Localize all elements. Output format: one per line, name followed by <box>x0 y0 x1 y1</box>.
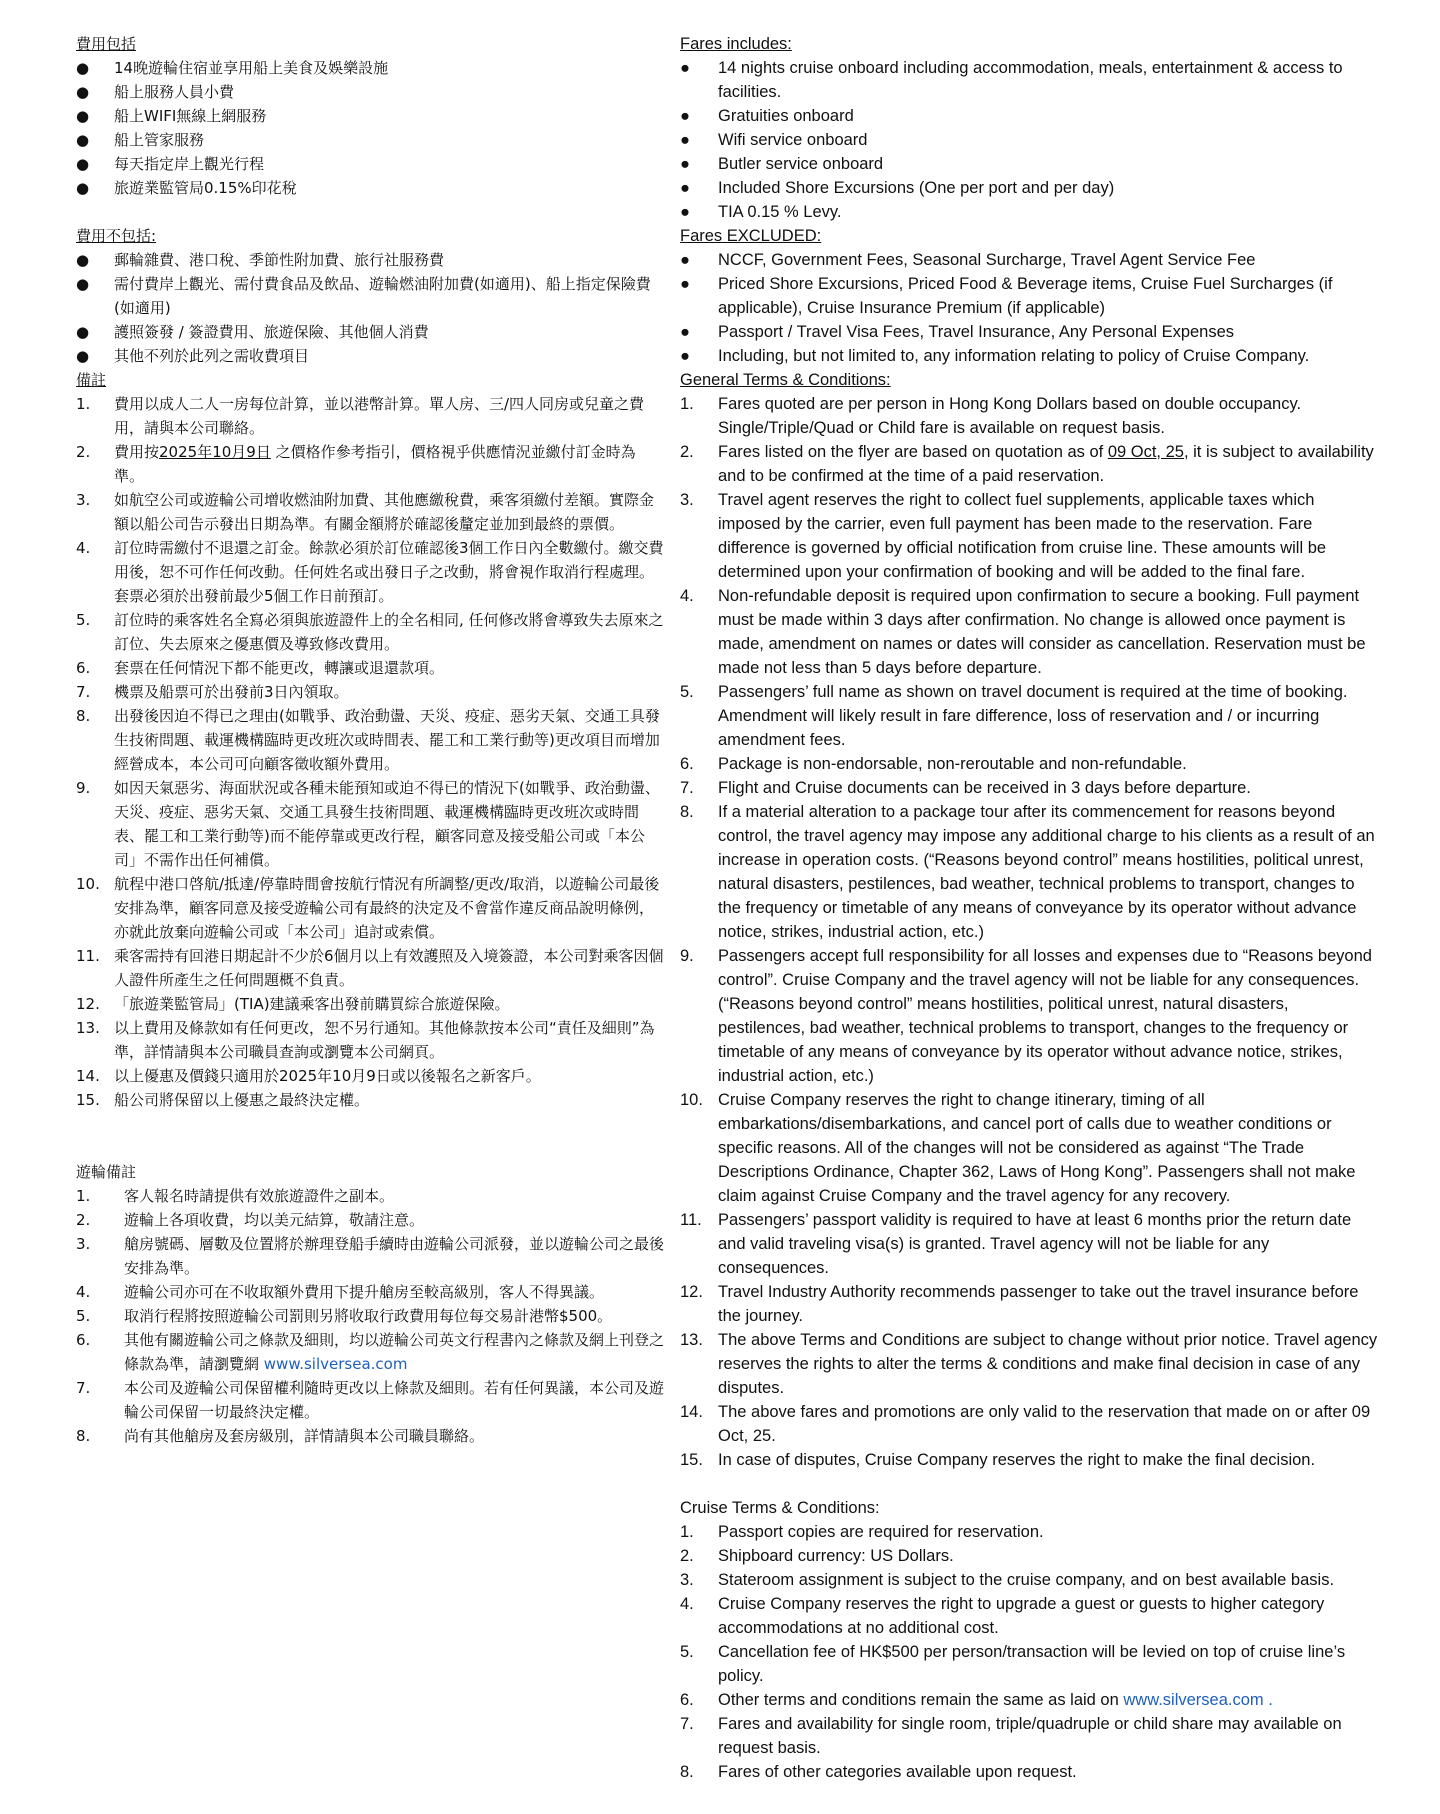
zh-note-item <box>76 1088 664 1112</box>
zh-exclude-text: 郵輪雜費、港口稅、季節性附加費、旅行社服務費 <box>114 251 445 269</box>
bullet-icon: ● <box>680 155 690 173</box>
en-include-text: Included Shore Excursions (One per port and per day) <box>718 179 1115 197</box>
zh-note-text: 船公司將保留以上優惠之最終決定權。 <box>114 1091 370 1109</box>
en-term-item <box>680 1448 1380 1472</box>
silversea-link[interactable]: www.silversea.com <box>263 1355 408 1373</box>
zh-cruise-text: 客人報名時請提供有效旅遊證件之副本。 <box>124 1187 395 1205</box>
zh-note-item <box>76 944 664 992</box>
zh-cruise-item <box>76 1304 664 1328</box>
zh-note-text: 如因天氣惡劣、海面狀況或各種未能預知或迫不得已的情況下(如戰爭、政治動盪、天災、疫症、惡劣天氣、交通工具發生技術問題、載運機構臨時更改班次或時間表、罷工和工業行動等)而不能停靠或更改行程，顧客同意及接受船公司或「本公司」不需作出任何補償。 <box>114 779 660 869</box>
en-term-number: 6. <box>680 755 694 773</box>
bullet-icon: ● <box>680 107 690 125</box>
zh-note-item <box>76 536 664 608</box>
zh-notes-heading: 備註 <box>76 371 107 389</box>
bullet-icon: ● <box>76 59 90 77</box>
zh-cruise-item <box>76 1232 664 1280</box>
en-term-text: If a material alteration to a package tour after its commencement for reasons beyond control, the travel agency may impose any additional charge to his clients as a result of an increase in operation costs. (“Reasons beyond control” means hostilities, political unrest, natural disasters, pestilences, bad weather, technical problems to transport, changes to the frequency or timetable of any means of conveyance by its operator without advance notice, strikes, industrial action, etc.) <box>718 803 1375 941</box>
en-cruise-item <box>680 1640 1380 1688</box>
zh-cruise-text-part: 其他有關遊輪公司之條款及細則，均以遊輪公司英文行程書內之條款及網上刊登之條款為準，請瀏覽網 <box>124 1331 665 1373</box>
en-term-text-part: Fares listed on the flyer are based on quotation as of <box>718 443 1108 461</box>
zh-note-number: 15. <box>76 1091 100 1109</box>
en-term-item <box>680 392 1380 440</box>
en-cruise-text-part: Other terms and conditions remain the same as laid on <box>718 1691 1124 1709</box>
bullet-icon: ● <box>680 347 690 365</box>
en-exclude-item <box>680 320 1380 344</box>
zh-note-text: 以上優惠及價錢只適用於2025年10月9日或以後報名之新客戶。 <box>114 1067 541 1085</box>
en-exclude-item <box>680 248 1380 272</box>
en-cruise-item <box>680 1688 1380 1712</box>
zh-includes-heading: 費用包括 <box>76 35 137 53</box>
zh-cruise-number: 6. <box>76 1331 91 1349</box>
en-terms-heading: General Terms & Conditions: <box>680 371 891 389</box>
zh-note-text: 訂位時需繳付不退還之訂金。餘款必須於訂位確認後3個工作日內全數繳付。繳交費用後，恕不可作任何改動。任何姓名或出發日子之改動，將會視作取消行程處理。套票必須於出發前最少5個工作日前預訂。 <box>114 539 664 605</box>
zh-cruise-number: 1. <box>76 1187 91 1205</box>
en-cruise-number: 2. <box>680 1547 694 1565</box>
zh-note-text: 機票及船票可於出發前3日內領取。 <box>114 683 349 701</box>
en-include-item <box>680 200 1380 224</box>
en-cruise-number: 3. <box>680 1571 694 1589</box>
en-include-text: Wifi service onboard <box>718 131 868 149</box>
zh-note-text <box>114 440 664 488</box>
bullet-icon: ● <box>680 203 690 221</box>
zh-include-item <box>76 152 664 176</box>
zh-exclude-text: 需付費岸上觀光、需付費食品及飲品、遊輪燃油附加費(如適用)、船上指定保險費(如適用) <box>114 275 651 317</box>
en-term-item <box>680 440 1380 488</box>
zh-cruise-heading: 遊輪備註 <box>76 1163 137 1181</box>
en-cruise-item <box>680 1544 1380 1568</box>
zh-note-item <box>76 1064 664 1088</box>
zh-note-item <box>76 776 664 872</box>
bullet-icon: ● <box>76 155 90 173</box>
en-term-text: The above Terms and Conditions are subject to change without prior notice. Travel agency reserves the rights to alter the terms & conditions and make final decision in case of any disputes. <box>718 1331 1378 1397</box>
zh-note-number: 6. <box>76 659 91 677</box>
bullet-icon: ● <box>680 59 690 77</box>
zh-note-text: 「旅遊業監管局」(TIA)建議乘客出發前購買綜合旅遊保險。 <box>114 995 510 1013</box>
en-includes-list <box>680 56 1380 224</box>
zh-cruise-number: 4. <box>76 1283 91 1301</box>
en-term-text: Non-refundable deposit is required upon confirmation to secure a booking. Full payment must be made within 3 days after confirmation. No change is allowed once payment is made, amendment on names or dates will consider as cancellation. Reservation must be made not less than 5 days before departure. <box>718 587 1366 677</box>
en-term-number: 2. <box>680 443 694 461</box>
zh-note-item <box>76 872 664 944</box>
en-cruise-item <box>680 1568 1380 1592</box>
en-cruise-item <box>680 1712 1380 1760</box>
en-term-text <box>718 440 1380 488</box>
en-cruise-number: 8. <box>680 1763 694 1781</box>
zh-note-number: 5. <box>76 611 91 629</box>
zh-include-text: 旅遊業監管局0.15%印花稅 <box>114 179 297 197</box>
zh-cruise-text: 本公司及遊輪公司保留權利隨時更改以上條款及細則。若有任何異議，本公司及遊輪公司保留一切最終決定權。 <box>124 1379 665 1421</box>
zh-note-number: 10. <box>76 875 100 893</box>
en-cruise-number: 1. <box>680 1523 694 1541</box>
zh-exclude-item <box>76 272 664 320</box>
en-include-item <box>680 104 1380 128</box>
zh-note-item <box>76 392 664 440</box>
zh-note-text: 出發後因迫不得已之理由(如戰爭、政治動盪、天災、疫症、惡劣天氣、交通工具發生技術問題、載運機構臨時更改班次或時間表、罷工和工業行動等)更改項目而增加經營成本，本公司可向顧客徵收額外費用。 <box>114 707 660 773</box>
en-term-number: 10. <box>680 1091 703 1109</box>
en-exclude-text: NCCF, Government Fees, Seasonal Surcharge, Travel Agent Service Fee <box>718 251 1256 269</box>
zh-note-item <box>76 704 664 776</box>
en-term-text: Flight and Cruise documents can be received in 3 days before departure. <box>718 779 1251 797</box>
silversea-link[interactable]: www.silversea.com . <box>1123 1691 1273 1709</box>
en-cruise-text: Passport copies are required for reservation. <box>718 1523 1044 1541</box>
en-cruise-text: Fares and availability for single room, triple/quadruple or child share may available on request basis. <box>718 1715 1342 1757</box>
en-include-text: TIA 0.15 % Levy. <box>718 203 842 221</box>
bullet-icon: ● <box>76 179 90 197</box>
zh-include-text: 14晚遊輪住宿並享用船上美食及娛樂設施 <box>114 59 389 77</box>
zh-note-text: 套票在任何情況下都不能更改，轉讓或退還款項。 <box>114 659 445 677</box>
en-cruise-text: Cruise Company reserves the right to upgrade a guest or guests to higher category accommodations at no additional cost. <box>718 1595 1325 1637</box>
zh-notes-list <box>76 392 664 1112</box>
zh-exclude-item <box>76 248 664 272</box>
zh-exclude-item <box>76 320 664 344</box>
en-term-number: 5. <box>680 683 694 701</box>
en-cruise-item <box>680 1520 1380 1544</box>
zh-excludes-list <box>76 248 664 368</box>
zh-note-item <box>76 440 664 488</box>
zh-note-number: 11. <box>76 947 100 965</box>
zh-cruise-text: 遊輪上各項收費，均以美元結算，敬請注意。 <box>124 1211 425 1229</box>
en-term-item <box>680 1280 1380 1328</box>
zh-include-item <box>76 56 664 80</box>
bullet-icon: ● <box>76 131 90 149</box>
zh-include-text: 每天指定岸上觀光行程 <box>114 155 265 173</box>
bullet-icon: ● <box>76 347 90 365</box>
en-term-number: 3. <box>680 491 694 509</box>
en-term-number: 15. <box>680 1451 703 1469</box>
zh-note-number: 1. <box>76 395 91 413</box>
en-term-item <box>680 1208 1380 1280</box>
en-cruise-list <box>680 1520 1380 1784</box>
en-term-text-part: , it is subject to availability and to be confirmed at the time of a paid reservation. <box>718 443 1374 485</box>
zh-note-text: 費用以成人二人一房每位計算，並以港幣計算。單人房、三/四人同房或兒童之費用，請與本公司聯絡。 <box>114 395 645 437</box>
en-include-text: Gratuities onboard <box>718 107 854 125</box>
en-term-item <box>680 1328 1380 1400</box>
en-term-item <box>680 1088 1380 1208</box>
zh-include-text: 船上服務人員小費 <box>114 83 235 101</box>
en-exclude-text: Including, but not limited to, any information relating to policy of Cruise Company. <box>718 347 1310 365</box>
en-term-item <box>680 752 1380 776</box>
chinese-column <box>76 32 664 1448</box>
zh-note-number: 14. <box>76 1067 100 1085</box>
zh-cruise-number: 7. <box>76 1379 91 1397</box>
en-term-number: 11. <box>680 1211 702 1229</box>
zh-note-text: 航程中港口啓航/抵達/停靠時間會按航行情況有所調整/更改/取消，以遊輪公司最後安排為準，顧客同意及接受遊輪公司有最終的決定及不會當作違反商品說明條例，亦就此放棄向遊輪公司或「本公司」追討或索償。 <box>114 875 660 941</box>
en-term-item <box>680 584 1380 680</box>
en-exclude-text: Passport / Travel Visa Fees, Travel Insurance, Any Personal Expenses <box>718 323 1235 341</box>
zh-note-number: 12. <box>76 995 100 1013</box>
zh-include-item <box>76 128 664 152</box>
zh-cruise-item <box>76 1376 664 1424</box>
en-exclude-item <box>680 272 1380 320</box>
en-cruise-item <box>680 1592 1380 1640</box>
bullet-icon: ● <box>680 131 690 149</box>
en-exclude-text: Priced Shore Excursions, Priced Food & Beverage items, Cruise Fuel Surcharges (if applicable), Cruise Insurance Premium (if applicable) <box>718 275 1333 317</box>
en-cruise-number: 4. <box>680 1595 694 1613</box>
zh-note-number: 13. <box>76 1019 100 1037</box>
english-column <box>680 32 1380 1784</box>
zh-include-item <box>76 176 664 200</box>
zh-note-text: 乘客需持有回港日期起計不少於6個月以上有效護照及入境簽證，本公司對乘客因個人證件所產生之任何問題概不負責。 <box>114 947 664 989</box>
zh-cruise-number: 3. <box>76 1235 91 1253</box>
en-term-text: Cruise Company reserves the right to change itinerary, timing of all embarkations/disembarkations, and cancel port of calls due to weather conditions or specific reasons. All of the changes will not be considered as against “The Trade Descriptions Ordinance, Chapter 362, Laws of Hong Kong”. Passengers shall not make claim against Cruise Company and the travel agency for any recovery. <box>718 1091 1356 1205</box>
zh-note-text: 以上費用及條款如有任何更改，恕不另行通知。其他條款按本公司“責任及細則”為準，詳情請與本公司職員查詢或瀏覽本公司網頁。 <box>114 1019 655 1061</box>
bullet-icon: ● <box>76 107 90 125</box>
bullet-icon: ● <box>76 83 90 101</box>
zh-note-number: 7. <box>76 683 91 701</box>
bullet-icon: ● <box>680 275 690 293</box>
zh-note-text: 如航空公司或遊輪公司增收燃油附加費、其他應繳稅費，乘客須繳付差額。實際金額以船公司告示發出日期為準。有關金額將於確認後釐定並加到最終的票價。 <box>114 491 655 533</box>
en-term-item <box>680 944 1380 1088</box>
en-term-text: Fares quoted are per person in Hong Kong Dollars based on double occupancy. Single/Triple/Quad or Child fare is available on request basis. <box>718 395 1302 437</box>
en-term-text: Passengers accept full responsibility for all losses and expenses due to “Reasons beyond control”. Cruise Company and the travel agency will not be liable for any consequences. (“Reasons beyond control” means hostilities, political unrest, natural disasters, pestilences, bad weather, technical problems to transport, changes to the frequency or timetable of any means of conveyance by its operator without advance notice, strikes, industrial action, etc.) <box>718 947 1372 1085</box>
en-cruise-number: 5. <box>680 1643 694 1661</box>
en-term-text: Travel Industry Authority recommends passenger to take out the travel insurance before the journey. <box>718 1283 1359 1325</box>
zh-note-item <box>76 992 664 1016</box>
zh-cruise-item <box>76 1184 664 1208</box>
zh-cruise-text: 遊輪公司亦可在不收取額外費用下提升艙房至較高級別，客人不得異議。 <box>124 1283 605 1301</box>
en-excludes-heading: Fares EXCLUDED: <box>680 227 822 245</box>
bullet-icon: ● <box>680 323 690 341</box>
en-term-number: 9. <box>680 947 694 965</box>
bullet-icon: ● <box>680 179 690 197</box>
zh-note-item <box>76 1016 664 1064</box>
en-term-number: 13. <box>680 1331 703 1349</box>
zh-includes-list <box>76 56 664 200</box>
en-include-item <box>680 176 1380 200</box>
en-term-item <box>680 800 1380 944</box>
zh-cruise-text: 取消行程將按照遊輪公司罰則另將收取行政費用每位每交易計港幣$500。 <box>124 1307 613 1325</box>
zh-cruise-item <box>76 1208 664 1232</box>
en-term-text: In case of disputes, Cruise Company reserves the right to make the final decision. <box>718 1451 1316 1469</box>
zh-note-text-part: 費用按 <box>114 443 160 461</box>
en-term-number: 1. <box>680 395 694 413</box>
en-term-text: Package is non-endorsable, non-reroutable and non-refundable. <box>718 755 1187 773</box>
en-term-text: The above fares and promotions are only valid to the reservation that made on or after 09 Oct, 25. <box>718 1403 1371 1445</box>
en-cruise-heading: Cruise Terms & Conditions: <box>680 1499 880 1517</box>
en-cruise-item <box>680 1760 1380 1784</box>
en-cruise-text: Fares of other categories available upon request. <box>718 1763 1077 1781</box>
en-includes-heading: Fares includes: <box>680 35 792 53</box>
zh-include-item <box>76 80 664 104</box>
zh-note-text: 訂位時的乘客姓名全寫必須與旅遊證件上的全名相同, 任何修改將會導致失去原來之訂位、失去原來之優惠價及導致修改費用。 <box>114 611 664 653</box>
zh-note-number: 4. <box>76 539 91 557</box>
en-excludes-list <box>680 248 1380 368</box>
en-terms-list <box>680 392 1380 1472</box>
zh-include-text: 船上管家服務 <box>114 131 205 149</box>
en-include-item <box>680 152 1380 176</box>
en-term-number: 12. <box>680 1283 703 1301</box>
zh-excludes-heading: 費用不包括: <box>76 227 157 245</box>
en-cruise-number: 7. <box>680 1715 694 1733</box>
zh-exclude-text: 其他不列於此列之需收費項目 <box>114 347 310 365</box>
zh-note-item <box>76 608 664 656</box>
en-include-item <box>680 56 1380 104</box>
zh-note-number: 3. <box>76 491 91 509</box>
zh-exclude-text: 護照簽發 / 簽證費用、旅遊保險、其他個人消費 <box>114 323 429 341</box>
zh-note-number: 9. <box>76 779 91 797</box>
en-term-item <box>680 1400 1380 1448</box>
zh-cruise-item <box>76 1328 664 1376</box>
zh-cruise-text: 尚有其他艙房及套房級別，詳情請與本公司職員聯絡。 <box>124 1427 485 1445</box>
en-include-text: Butler service onboard <box>718 155 884 173</box>
en-term-item <box>680 488 1380 584</box>
zh-note-item <box>76 680 664 704</box>
zh-cruise-number: 2. <box>76 1211 91 1229</box>
zh-cruise-number: 5. <box>76 1307 91 1325</box>
en-term-number: 14. <box>680 1403 703 1421</box>
zh-cruise-text <box>124 1328 664 1376</box>
zh-cruise-number: 8. <box>76 1427 91 1445</box>
zh-include-item <box>76 104 664 128</box>
en-term-number: 4. <box>680 587 694 605</box>
bullet-icon: ● <box>76 275 90 293</box>
zh-cruise-text: 艙房號碼、層數及位置將於辦理登船手續時由遊輪公司派發，並以遊輪公司之最後安排為準。 <box>124 1235 665 1277</box>
en-term-text: Passengers’ passport validity is required to have at least 6 months prior the return date and valid traveling visa(s) is granted. Travel agency will not be liable for any consequences. <box>718 1211 1352 1277</box>
en-cruise-text: Shipboard currency: US Dollars. <box>718 1547 954 1565</box>
zh-note-item <box>76 656 664 680</box>
en-term-item <box>680 776 1380 800</box>
en-cruise-text: Cancellation fee of HK$500 per person/transaction will be levied on top of cruise line’s policy. <box>718 1643 1346 1685</box>
zh-note-item <box>76 488 664 536</box>
bullet-icon: ● <box>76 323 90 341</box>
bullet-icon: ● <box>76 251 90 269</box>
zh-cruise-list <box>76 1184 664 1448</box>
zh-note-date: 2025年10月9日 <box>159 443 271 461</box>
zh-exclude-item <box>76 344 664 368</box>
en-term-text: Travel agent reserves the right to collect fuel supplements, applicable taxes which imposed by the carrier, even full payment has been made to the reservation. Fare difference is governed by official notification from cruise line. These amounts will be determined upon your confirmation of booking and will be added to the final fare. <box>718 491 1327 581</box>
zh-note-number: 2. <box>76 443 91 461</box>
en-include-text: 14 nights cruise onboard including accommodation, meals, entertainment & access to facilities. <box>718 59 1343 101</box>
en-term-item <box>680 680 1380 752</box>
bullet-icon: ● <box>680 251 690 269</box>
en-term-text: Passengers’ full name as shown on travel document is required at the time of booking. Amendment will likely result in fare difference, loss of reservation and / or incurring amendment fees. <box>718 683 1348 749</box>
zh-note-text-part: 之價格作參考指引，價格視乎供應情況並繳付訂金時為準。 <box>114 443 636 485</box>
en-cruise-text: Stateroom assignment is subject to the cruise company, and on best available basis. <box>718 1571 1335 1589</box>
zh-cruise-item <box>76 1424 664 1448</box>
zh-cruise-item <box>76 1280 664 1304</box>
en-term-number: 7. <box>680 779 694 797</box>
en-cruise-number: 6. <box>680 1691 694 1709</box>
en-include-item <box>680 128 1380 152</box>
zh-note-number: 8. <box>76 707 91 725</box>
en-exclude-item <box>680 344 1380 368</box>
zh-include-text: 船上WIFI無線上網服務 <box>114 107 267 125</box>
en-term-date: 09 Oct, 25 <box>1107 443 1184 461</box>
en-term-number: 8. <box>680 803 694 821</box>
en-cruise-text <box>718 1688 1380 1712</box>
